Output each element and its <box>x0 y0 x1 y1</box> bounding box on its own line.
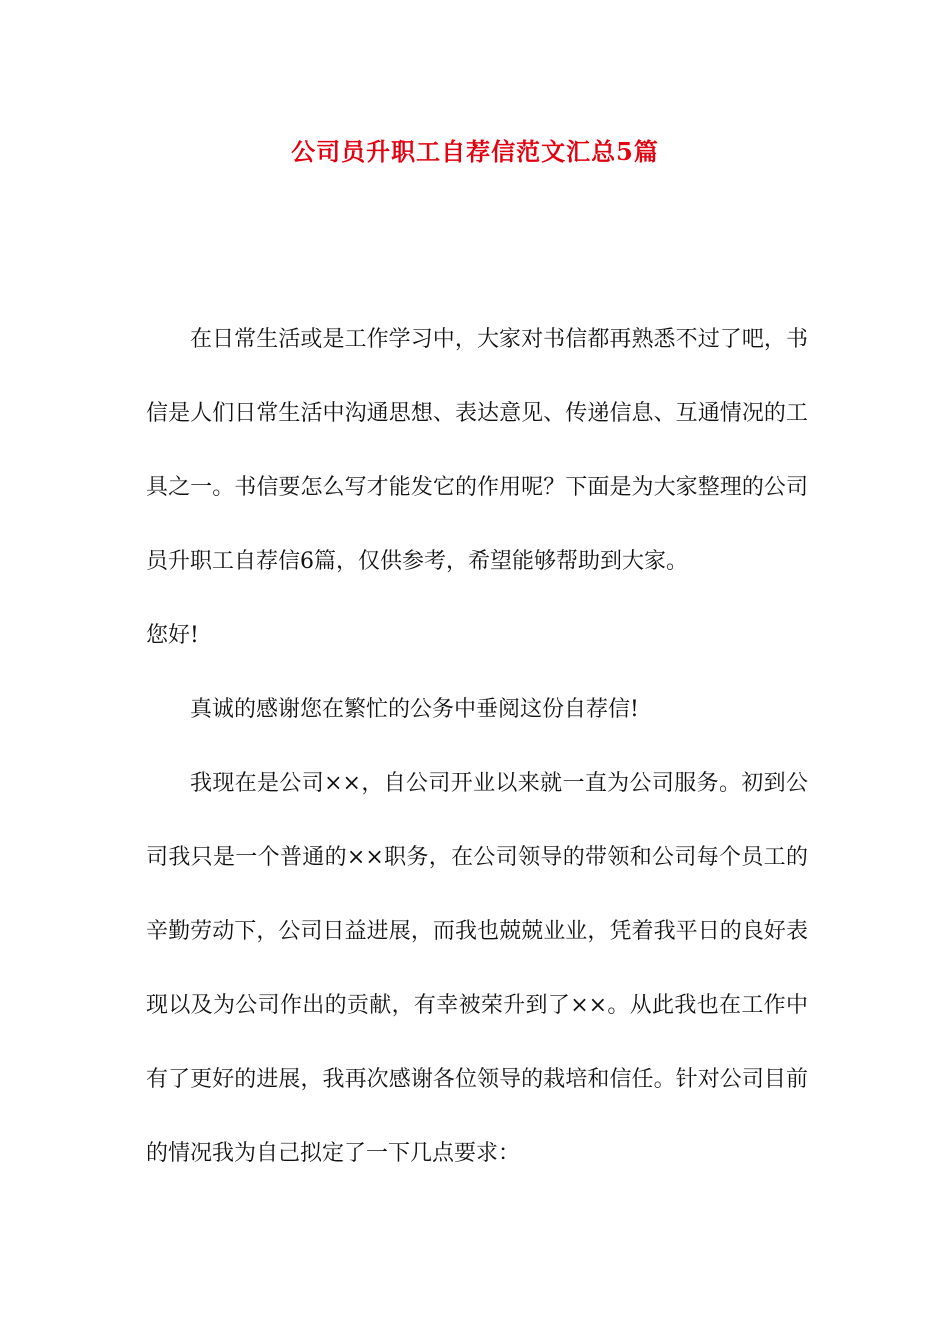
paragraph-intro: 在日常生活或是工作学习中，大家对书信都再熟悉不过了吧，书信是人们日常生活中沟通思想、表达意见、传递信息、互通情况的工具之一。书信要怎么写才能发它的作用呢？下面是为大家整理的公司员升职工自荐信6篇，仅供参考，希望能够帮助到大家。 <box>146 327 808 574</box>
document-body <box>146 303 808 1191</box>
paragraph-greeting: 您好! <box>146 623 199 648</box>
document-title: 公司员升职工自荐信范文汇总5篇 <box>291 137 659 166</box>
paragraph-main: 我现在是公司××，自公司开业以来就一直为公司服务。初到公司我只是一个普通的××职务，在公司领导的带领和公司每个员工的辛勤劳动下，公司日益进展，而我也兢兢业业，凭着我平日的良好表现以及为公司作出的贡献，有幸被荣升到了××。从此我也在工作中有了更好的进展，我再次感谢各位领导的栽培和信任。针对公司目前的情况我为自己拟定了一下几点要求： <box>146 771 808 1166</box>
paragraph-thanks: 真诚的感谢您在繁忙的公务中垂阅这份自荐信! <box>190 697 639 722</box>
